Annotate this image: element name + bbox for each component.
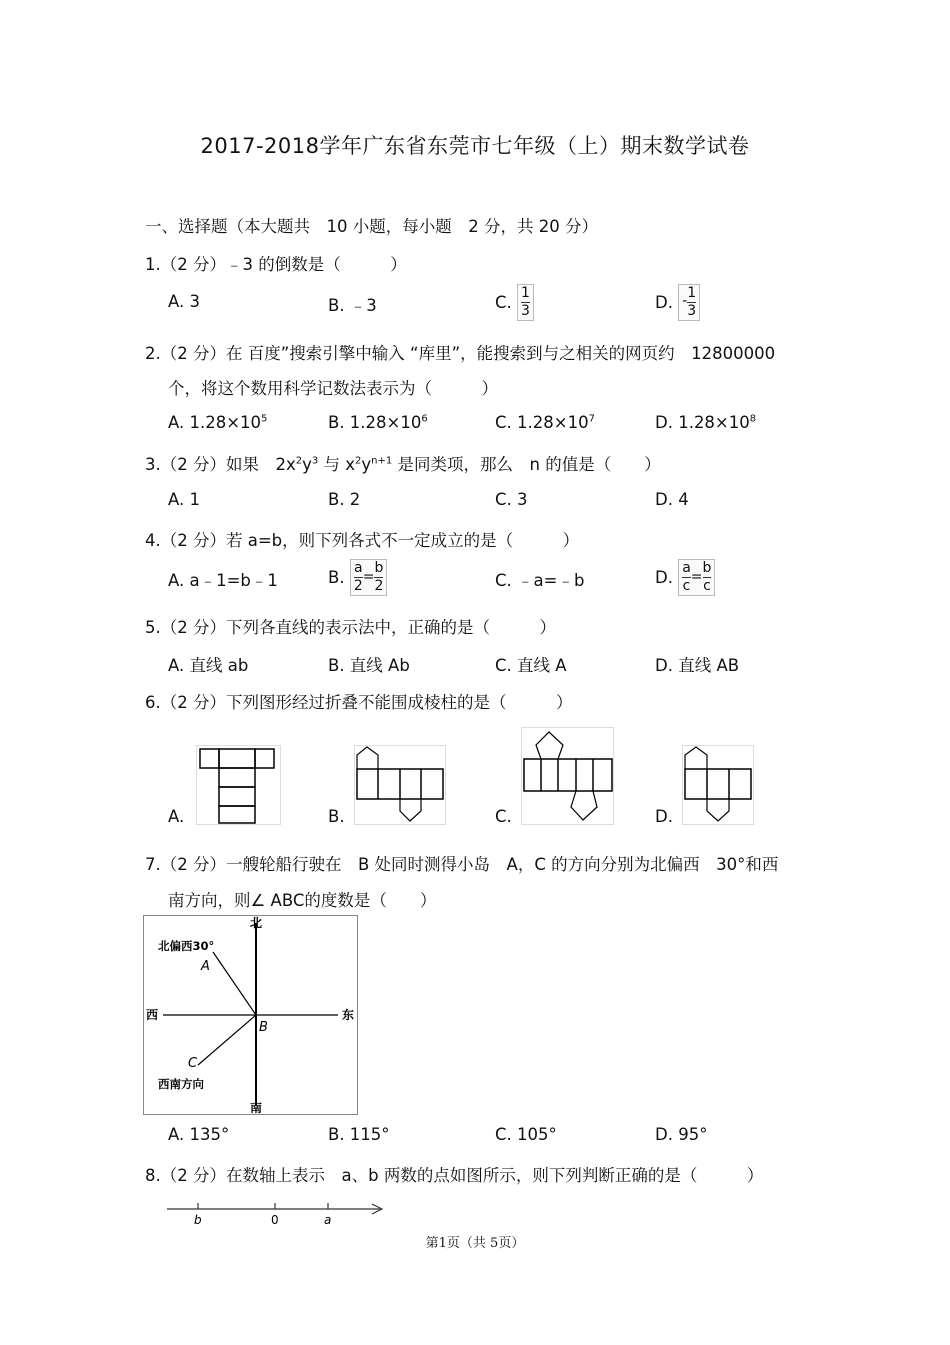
origin-label: 0 <box>271 1213 279 1227</box>
point-b-label: B <box>259 1020 268 1035</box>
section-header: 一、选择题（本大题共 10 小题，每小题 2 分，共 20 分） <box>145 217 598 236</box>
q7-compass-figure <box>143 915 358 1115</box>
q7-option-c: C. 105° <box>495 1125 557 1144</box>
point-a-label: A <box>201 959 210 974</box>
q6-figure-a <box>196 745 281 825</box>
q6-option-c: C. <box>495 807 512 826</box>
sw-direction-label: 西南方向 <box>158 1077 204 1091</box>
q4-option-a: A. a﹣1=b﹣1 <box>168 571 278 590</box>
point-b-label: b <box>194 1213 202 1227</box>
q4-option-c: C. ﹣a=﹣b <box>495 571 585 590</box>
page-title: 2017-2018学年广东省东莞市七年级（上）期末数学试卷 <box>200 134 750 158</box>
q6-figure-d <box>682 745 754 825</box>
q1-option-a: A. 3 <box>168 292 200 311</box>
q5-option-d: D. 直线 AB <box>655 656 740 675</box>
south-label: 南 <box>249 1101 263 1115</box>
q5-option-a: A. 直线 ab <box>168 656 249 675</box>
q6-option-a: A. <box>168 807 185 826</box>
q3-option-c: C. 3 <box>495 490 528 509</box>
question-5-stem: 5.（2 分）下列各直线的表示法中，正确的是（ ） <box>145 618 556 637</box>
q2-option-a: A. $1.28\times 10^5$ <box>168 413 268 432</box>
q4-option-b: B. $\frac{a}{2}$ = $\frac{b}{2}$ <box>328 559 387 596</box>
question-6-stem: 6.（2 分）下列图形经过折叠不能围成棱柱的是（ ） <box>145 693 573 712</box>
question-2-stem-cont: 个，将这个数用科学记数法表示为（ ） <box>168 379 498 398</box>
q6-option-d: D. <box>655 807 673 826</box>
q6-figure-c <box>521 727 614 825</box>
q7-option-b: B. 115° <box>328 1125 390 1144</box>
q8-number-line <box>165 1198 387 1230</box>
q2-option-d: D. $1.28\times 10^8$ <box>655 413 757 432</box>
q6-option-b: B. <box>328 807 345 826</box>
q1-option-c: C. $\frac{1}{3}$ <box>495 284 534 321</box>
q1-option-b: B. ﹣3 <box>328 296 377 315</box>
nw-direction-label: 北偏西30° <box>158 939 215 953</box>
q5-option-b: B. 直线 Ab <box>328 656 410 675</box>
east-label: 东 <box>342 1008 355 1022</box>
fraction-equation: $\frac{a}{c}$ = $\frac{b}{c}$ <box>678 559 715 596</box>
west-label: 西 <box>146 1008 159 1022</box>
point-a-label: a <box>324 1213 332 1227</box>
fraction: $\frac{1}{3}$ <box>517 284 534 321</box>
q1-option-d: D. - $\frac{1}{3}$ <box>655 284 700 321</box>
question-1-stem: 1.（2 分）﹣3 的倒数是（ ） <box>145 255 407 274</box>
question-7-stem-cont: 南方向，则∠ ABC的度数是（ ） <box>168 891 437 910</box>
point-c-label: C <box>188 1056 198 1071</box>
q2-option-b: B. $1.28\times 10^6$ <box>328 413 428 432</box>
q3-option-d: D. 4 <box>655 490 689 509</box>
question-4-stem: 4.（2 分）若 a=b，则下列各式不一定成立的是（ ） <box>145 531 580 550</box>
question-7-stem: 7.（2 分）一艘轮船行驶在 B 处同时测得小岛 A，C 的方向分别为北偏西 30°和西 <box>145 855 779 874</box>
north-label: 北 <box>249 916 263 930</box>
q7-option-a: A. 135° <box>168 1125 230 1144</box>
fraction-equation: $\frac{a}{2}$ = $\frac{b}{2}$ <box>350 559 388 596</box>
q7-option-d: D. 95° <box>655 1125 708 1144</box>
q2-option-c: C. $1.28\times 10^7$ <box>495 413 595 432</box>
fraction: - $\frac{1}{3}$ <box>678 284 700 321</box>
question-3-stem: 3.（2 分）如果 $2x^2y^3$ 与 $x^2y^{n+1}$ 是同类项，那么 n 的值是（ ） <box>145 455 661 474</box>
q3-option-a: A. 1 <box>168 490 200 509</box>
q6-figure-b <box>354 745 446 825</box>
page-footer: 第1页（共 5页） <box>425 1236 525 1251</box>
q4-option-d: D. $\frac{a}{c}$ = $\frac{b}{c}$ <box>655 559 715 596</box>
question-8-stem: 8.（2 分）在数轴上表示 a、b 两数的点如图所示，则下列判断正确的是（ ） <box>145 1166 764 1185</box>
q5-option-c: C. 直线 A <box>495 656 567 675</box>
q3-option-b: B. 2 <box>328 490 361 509</box>
question-2-stem: 2.（2 分）在 百度”搜索引擎中输入 “库里”，能搜索到与之相关的网页约 12800000 <box>145 344 776 363</box>
